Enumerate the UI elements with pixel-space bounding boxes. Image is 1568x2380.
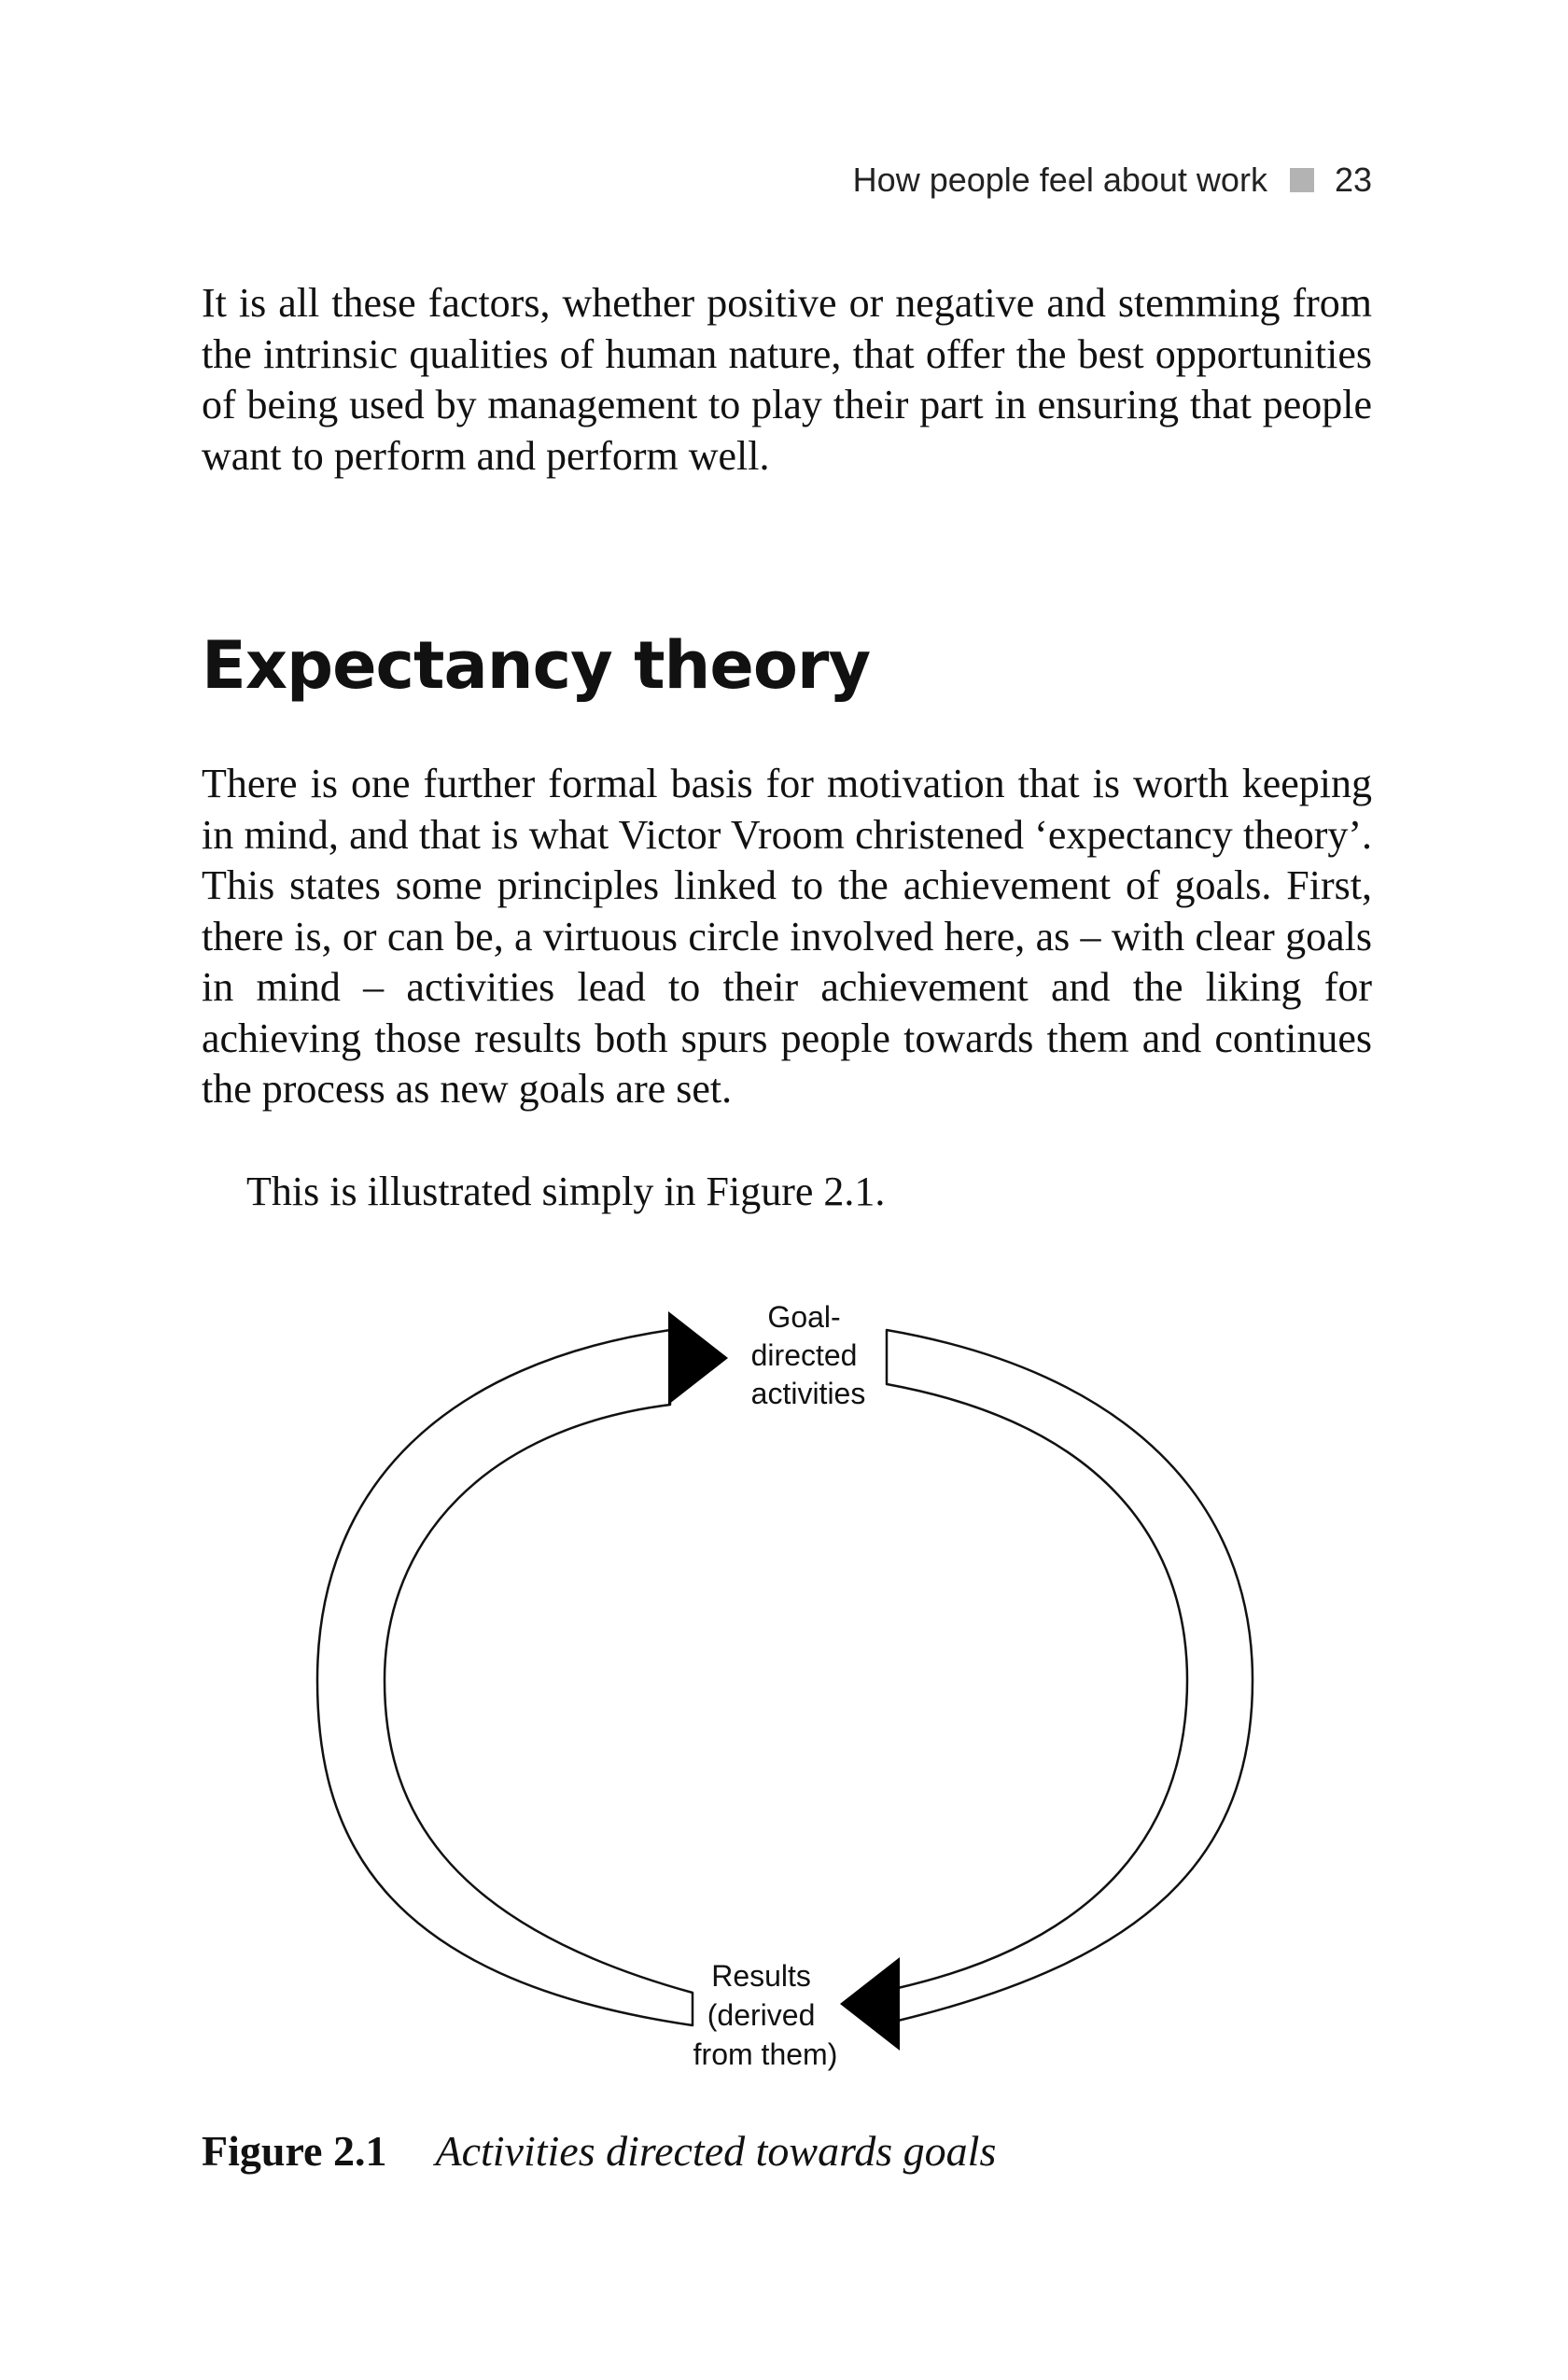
paragraph-intro: It is all these factors, whether positive or negative and stemming from the intrinsic qualities of human nature, that offer the best opportunities of being used by management to play their part in ensuring that people want to perform and perform well.	[202, 280, 1372, 479]
left-arc-band	[317, 1330, 693, 2025]
page-number: 23	[1334, 161, 1372, 199]
label-bottom-line: (derived	[707, 1998, 816, 2032]
running-title: How people feel about work	[852, 161, 1267, 199]
section-heading: Expectancy theory	[202, 627, 871, 704]
paragraph-figure-reference: This is illustrated simply in Figure 2.1.	[246, 1169, 886, 1214]
label-goal-directed-activities	[751, 1300, 866, 1410]
arrow-right-icon	[668, 1311, 728, 1405]
label-bottom-line: from them)	[693, 2037, 838, 2071]
label-bottom-line: Results	[711, 1959, 811, 1993]
label-top-line: directed	[750, 1338, 858, 1372]
label-top-line: Goal-	[767, 1300, 841, 1334]
label-top-line: activities	[750, 1377, 866, 1410]
figure-caption-title: Activities directed towards goals	[435, 2127, 997, 2175]
right-arc-band	[887, 1330, 1253, 2021]
arrow-left-icon	[840, 1957, 900, 2051]
figure-caption	[202, 2126, 996, 2176]
paragraph-expectancy: There is one further formal basis for motivation that is worth keeping in mind, and that is what Victor Vroom christened ‘expectancy theory’. This states some principles linked to the achievement of goals. First, there is, or can be, a virtuous circle involved here, as – with clear goals in mind – activities lead to their achievement and the liking for achieving those results both spurs people towards them and continues the process as new goals are set.	[202, 761, 1372, 1112]
label-results	[693, 1959, 838, 2071]
figure-caption-number: Figure 2.1	[202, 2127, 387, 2175]
